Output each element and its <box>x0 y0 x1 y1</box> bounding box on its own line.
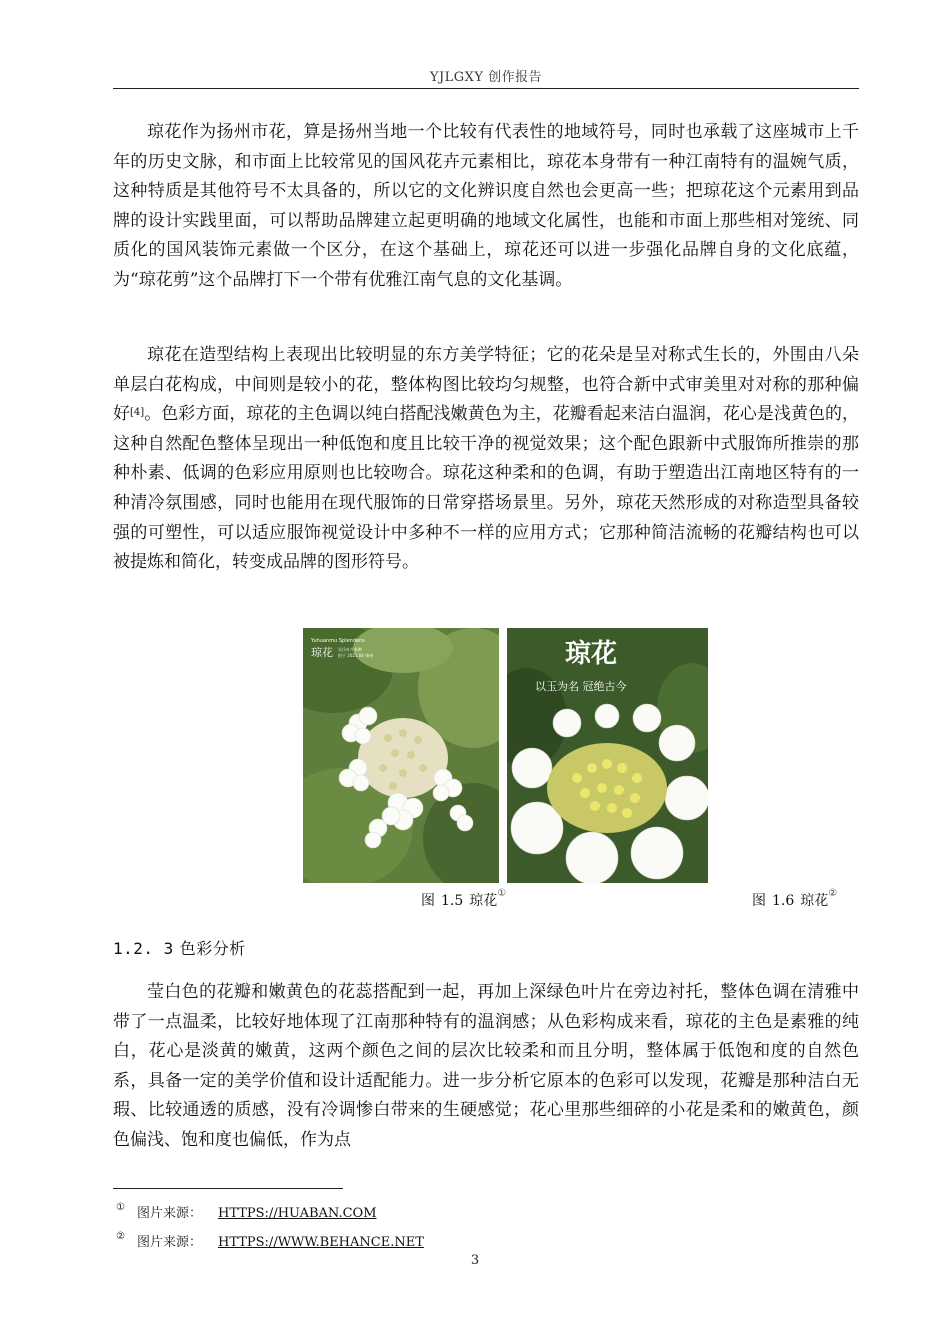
page-header: YJLGXY 创作报告 <box>429 70 543 85</box>
footnote-1 <box>116 1202 377 1221</box>
overlay-note: 拍于 2021.04 扬州 <box>338 653 374 658</box>
caption-title: 琼花 <box>800 893 829 909</box>
paragraph-3: 莹白色的花瓣和嫩黄色的花蕊搭配到一起，再加上深绿色叶片在旁边衬托，整体色调在清雅中带了一点温柔，比较好地体现了江南那种特有的温润感；从色彩构成来看，琼花的主色是素雅的纯白，花心是淡黄的嫩黄，这两个颜色之间的层次比较柔和而且分明，整体属于低饱和度的自然色系，具备一定的美学价值和设计适配能力。进一步分析它原本的色彩可以发现，花瓣是那种洁白无瑕、比较通透的质感，没有冷调惨白带来的生硬感觉；花心里那些细碎的小花是柔和的嫩黄色，颜色偏浅、饱和度也偏低，作为点 <box>113 982 859 1150</box>
figure-1-6-image <box>507 628 708 883</box>
caption-prefix: 图 <box>421 893 435 909</box>
section-number: 1.2. 3 <box>113 939 174 958</box>
citation-4[interactable]: [4] <box>130 407 145 419</box>
caption-prefix: 图 <box>752 893 766 909</box>
section-heading <box>113 936 246 959</box>
footnote-2 <box>116 1231 424 1250</box>
paragraph-2-part-a: 琼花在造型结构上表现出比较明显的东方美学特征；它的花朵是呈对称式生长的，外围由八朵单层白花构成，中间则是较小的花，整体构图比较均匀规整，也符合新中式审美里对对称的那种偏好 <box>113 345 859 425</box>
footnote-link[interactable]: HTTPS://HUABAN.COM <box>217 1206 377 1221</box>
caption-number: 1.6 <box>772 893 795 909</box>
footnote-ref-1[interactable]: ① <box>497 888 507 899</box>
figure-1-6-caption <box>752 890 837 910</box>
overlay-small-text: Yuhuanmu Splendens <box>311 638 365 644</box>
footnote-label: 图片来源： <box>136 1206 202 1221</box>
footnote-label: 图片来源： <box>136 1235 202 1250</box>
footnote-ref-2[interactable]: ② <box>828 888 838 899</box>
section-title: 色彩分析 <box>179 939 246 958</box>
footnote-link[interactable]: HTTPS://WWW.BEHANCE.NET <box>217 1235 424 1250</box>
figure-1-5-image <box>303 628 499 883</box>
qionghua-photo-1 <box>303 628 499 883</box>
page-number: 3 <box>470 1253 480 1268</box>
footnote-mark: ① <box>116 1202 125 1213</box>
caption-number: 1.5 <box>441 893 464 909</box>
paragraph-2-part-b: 。色彩方面，琼花的主色调以纯白搭配浅嫩黄色为主，花瓣看起来洁白温润，花心是浅黄色的，这种自然配色整体呈现出一种低饱和度且比较干净的视觉效果；这个配色跟新中式服饰所推崇的那种朴素、低调的色彩应用原则也比较吻合。琼花这种柔和的色调，有助于塑造出江南地区特有的一种清冷氛围感，同时也能用在现代服饰的日常穿搭场景里。另外，琼花天然形成的对称造型具备较强的可塑性，可以适应服饰视觉设计中多种不一样的应用方式；它那种简洁流畅的花瓣结构也可以被提炼和简化，转变成品牌的图形符号。 <box>113 404 860 573</box>
header-rule <box>113 88 859 89</box>
paragraph-2 <box>113 341 859 578</box>
paragraph-1: 琼花作为扬州市花，算是扬州当地一个比较有代表性的地域符号，同时也承载了这座城市上千年的历史文脉，和市面上比较常见的国风花卉元素相比，琼花本身带有一种江南特有的温婉气质，这种特质是其他符号不太具备的，所以它的文化辨识度自然也会更高一些；把琼花这个元素用到品牌的设计实践里面，可以帮助品牌建立起更明确的地域文化属性，也能和市面上那些相对笼统、同质化的国风装饰元素做一个区分，在这个基础上，琼花还可以进一步强化品牌自身的文化底蕴，为“琼花剪”这个品牌打下一个带有优雅江南气息的文化基调。 <box>113 122 859 290</box>
footnote-rule <box>113 1188 343 1189</box>
qionghua-photo-2 <box>507 628 708 883</box>
overlay-title: 琼花 <box>565 639 618 669</box>
figure-1-5-caption <box>421 890 506 910</box>
overlay-title: 琼花 <box>311 646 333 659</box>
caption-title: 琼花 <box>469 893 498 909</box>
overlay-sub: 以玉为名 冠绝古今 <box>535 680 627 693</box>
footnote-mark: ② <box>116 1231 125 1242</box>
overlay-sub: 吴氏叶片新种 <box>338 647 362 652</box>
